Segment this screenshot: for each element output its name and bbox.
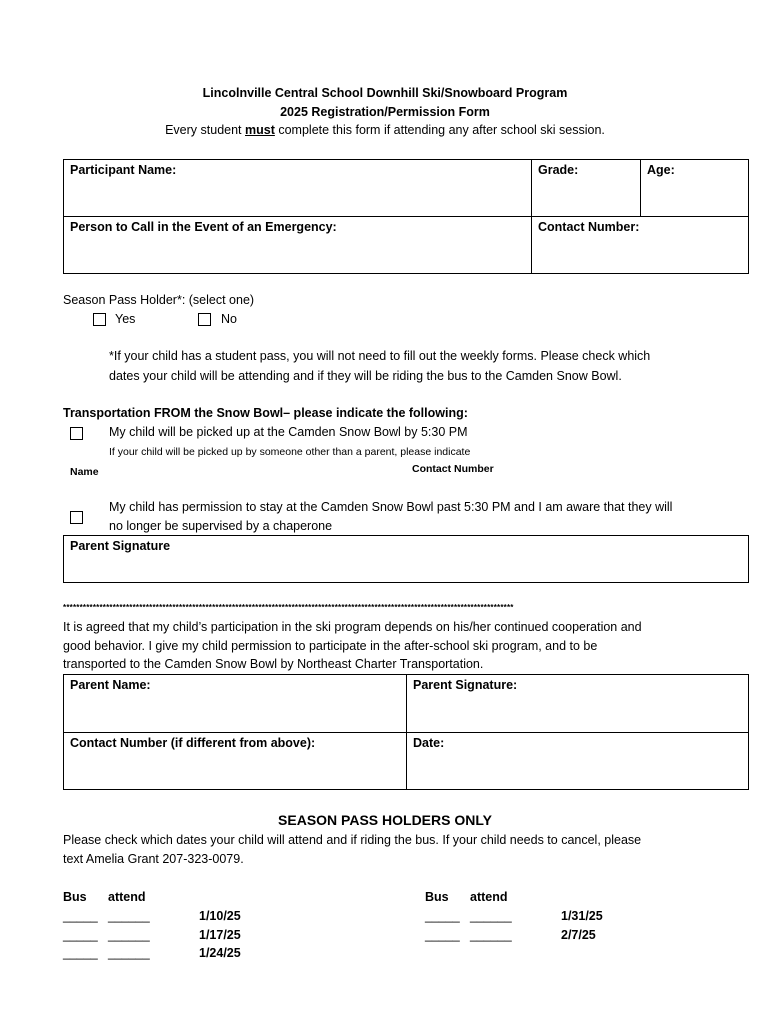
agreement-line3: transported to the Camden Snow Bowl by Northeast Charter Transportation.: [63, 657, 484, 671]
season-pass-holders-heading: SEASON PASS HOLDERS ONLY: [278, 812, 492, 828]
season-pass-no-checkbox[interactable]: [198, 313, 211, 326]
season-pass-label: Season Pass Holder*: (select one): [63, 293, 255, 307]
pickup-name-label: Name: [70, 466, 99, 478]
date-1-17: 1/17/25: [199, 928, 241, 942]
bus-blank-1[interactable]: _____: [63, 909, 98, 923]
season-only-instruction-line1: Please check which dates your child will attend and if riding the bus. If your child needs to cancel, please: [63, 833, 642, 847]
attend-blank-2[interactable]: ______: [108, 928, 150, 942]
date-1-31: 1/31/25: [561, 909, 603, 923]
attend-blank-5[interactable]: ______: [470, 928, 512, 942]
pickup-checkbox[interactable]: [70, 427, 83, 440]
form-title: Lincolnville Central School Downhill Ski/Snowboard Program: [202, 86, 568, 100]
contact-number-field[interactable]: Contact Number:: [531, 216, 749, 274]
season-pass-note-line1: *If your child has a student pass, you will not need to fill out the weekly forms. Please check which: [109, 349, 651, 363]
stay-late-line2: no longer be supervised by a chaperone: [109, 519, 333, 533]
transport-parent-signature-field[interactable]: Parent Signature: [63, 535, 749, 583]
bus-blank-5[interactable]: _____: [425, 928, 460, 942]
right-bus-header: Bus: [425, 890, 449, 904]
left-bus-header: Bus: [63, 890, 87, 904]
separator-stars: ****************************************************************************************************************************************: [63, 603, 514, 612]
alt-contact-number-field[interactable]: Contact Number (if different from above):: [63, 732, 407, 790]
age-field[interactable]: Age:: [640, 159, 749, 217]
form-subtitle: 2025 Registration/Permission Form: [280, 105, 490, 119]
transport-heading: Transportation FROM the Snow Bowl– please indicate the following:: [63, 406, 468, 420]
instruction-must: must: [245, 123, 275, 137]
stay-late-line1: My child has permission to stay at the Camden Snow Bowl past 5:30 PM and I am aware that they will: [109, 500, 673, 514]
pickup-contact-label: Contact Number: [412, 463, 494, 475]
instruction-pre: Every student: [165, 123, 245, 137]
season-pass-yes-checkbox[interactable]: [93, 313, 106, 326]
parent-name-field[interactable]: Parent Name:: [63, 674, 407, 733]
agreement-line2: good behavior. I give my child permission to participate in the after-school ski program, and to be: [63, 639, 598, 653]
emergency-contact-field[interactable]: Person to Call in the Event of an Emergency:: [63, 216, 532, 274]
agreement-parent-signature-field[interactable]: Parent Signature:: [406, 674, 749, 733]
date-1-24: 1/24/25: [199, 946, 241, 960]
date-field[interactable]: Date:: [406, 732, 749, 790]
date-2-7: 2/7/25: [561, 928, 596, 942]
right-attend-header: attend: [470, 890, 508, 904]
season-pass-no-label: No: [221, 312, 237, 326]
left-attend-header: attend: [108, 890, 146, 904]
grade-field[interactable]: Grade:: [531, 159, 641, 217]
pickup-option-label: My child will be picked up at the Camden Snow Bowl by 5:30 PM: [109, 425, 468, 439]
attend-blank-3[interactable]: ______: [108, 946, 150, 960]
season-only-instruction-line2: text Amelia Grant 207-323-0079.: [63, 852, 244, 866]
attend-blank-4[interactable]: ______: [470, 909, 512, 923]
season-pass-yes-label: Yes: [115, 312, 136, 326]
bus-blank-2[interactable]: _____: [63, 928, 98, 942]
agreement-line1: It is agreed that my child’s participation in the ski program depends on his/her continued cooperation and: [63, 620, 642, 634]
bus-blank-3[interactable]: _____: [63, 946, 98, 960]
bus-blank-4[interactable]: _____: [425, 909, 460, 923]
participant-name-field[interactable]: Participant Name:: [63, 159, 532, 217]
date-1-10: 1/10/25: [199, 909, 241, 923]
instruction-post: complete this form if attending any after school ski session.: [274, 123, 605, 137]
other-pickup-note: If your child will be picked up by someone other than a parent, please indicate: [109, 446, 471, 458]
season-pass-note-line2: dates your child will be attending and if they will be riding the bus to the Camden Snow Bowl.: [109, 369, 622, 383]
form-instruction: [0, 123, 770, 137]
stay-late-checkbox[interactable]: [70, 511, 83, 524]
attend-blank-1[interactable]: ______: [108, 909, 150, 923]
